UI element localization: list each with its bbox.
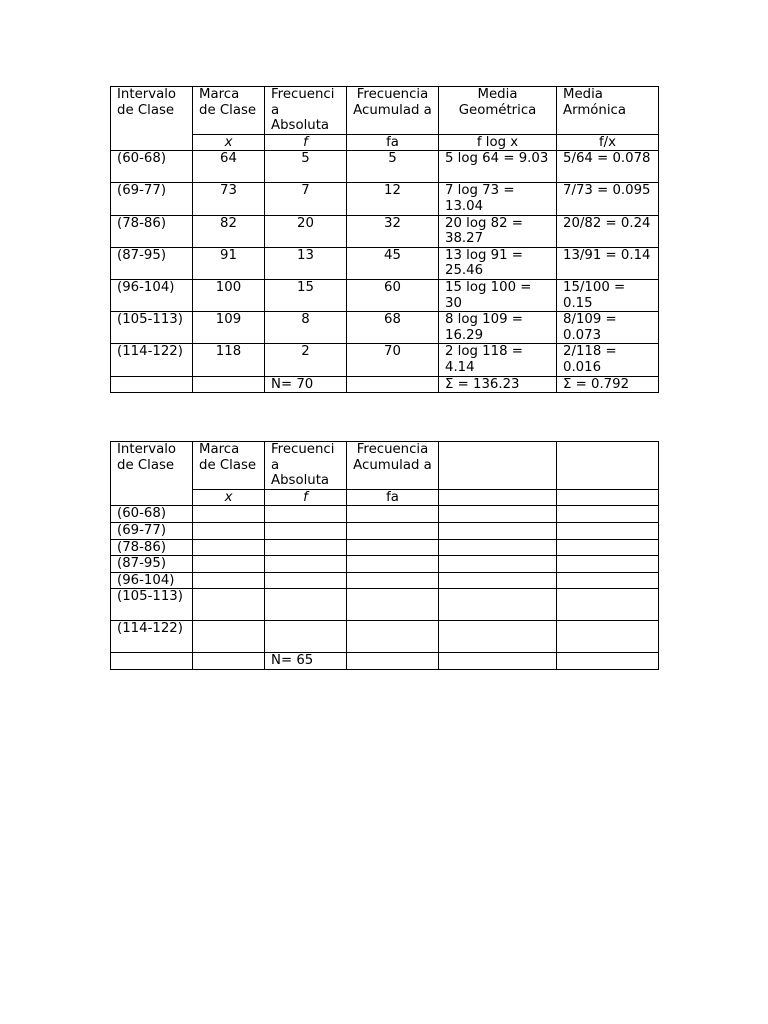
subheader-frecuencia-absoluta: f	[265, 134, 347, 151]
cell-intervalo: (114-122)	[111, 621, 193, 653]
cell-marca: 64	[193, 151, 265, 183]
table-row	[111, 279, 659, 311]
cell-media-armonica: 13/91 = 0.14	[557, 247, 659, 279]
cell-empty	[347, 376, 439, 393]
cell-frecuencia-acumulada: 70	[347, 344, 439, 376]
table-row	[111, 572, 659, 589]
cell-frecuencia: 5	[265, 151, 347, 183]
cell-frecuencia: 15	[265, 279, 347, 311]
cell-intervalo: (96-104)	[111, 572, 193, 589]
cell-empty	[265, 621, 347, 653]
cell-empty	[193, 376, 265, 393]
cell-marca: 73	[193, 183, 265, 215]
cell-empty	[193, 572, 265, 589]
cell-intervalo: (87-95)	[111, 247, 193, 279]
cell-frecuencia: 2	[265, 344, 347, 376]
cell-empty	[439, 653, 557, 670]
header-marca: Marca de Clase	[193, 442, 265, 490]
cell-intervalo: (96-104)	[111, 279, 193, 311]
cell-frecuencia-acumulada: 32	[347, 215, 439, 247]
subheader-row	[111, 134, 659, 151]
frequency-table-blank	[110, 441, 659, 670]
total-media-geometrica: Σ = 136.23	[439, 376, 557, 393]
table-row	[111, 312, 659, 344]
cell-marca: 100	[193, 279, 265, 311]
cell-intervalo: (69-77)	[111, 183, 193, 215]
cell-empty	[439, 556, 557, 573]
header-intervalo: Intervalo de Clase	[111, 87, 193, 151]
cell-media-geometrica: 5 log 64 = 9.03	[439, 151, 557, 183]
header-media-armonica: Media Armónica	[557, 87, 659, 135]
cell-media-armonica: 8/109 = 0.073	[557, 312, 659, 344]
cell-empty	[439, 572, 557, 589]
cell-intervalo: (69-77)	[111, 522, 193, 539]
header-row	[111, 442, 659, 490]
cell-intervalo: (60-68)	[111, 506, 193, 523]
cell-media-geometrica: 7 log 73 = 13.04	[439, 183, 557, 215]
total-n: N= 70	[265, 376, 347, 393]
cell-intervalo: (105-113)	[111, 589, 193, 621]
cell-frecuencia-acumulada: 68	[347, 312, 439, 344]
table-row	[111, 183, 659, 215]
cell-media-geometrica: 2 log 118 = 4.14	[439, 344, 557, 376]
cell-empty	[265, 506, 347, 523]
cell-frecuencia-acumulada: 12	[347, 183, 439, 215]
cell-marca: 118	[193, 344, 265, 376]
cell-empty	[193, 621, 265, 653]
cell-empty	[347, 522, 439, 539]
cell-empty	[557, 539, 659, 556]
cell-marca: 82	[193, 215, 265, 247]
cell-media-geometrica: 20 log 82 = 38.27	[439, 215, 557, 247]
total-n: N= 65	[265, 653, 347, 670]
cell-empty	[265, 539, 347, 556]
cell-empty	[347, 621, 439, 653]
table-row	[111, 522, 659, 539]
cell-empty	[347, 556, 439, 573]
cell-media-armonica: 20/82 = 0.24	[557, 215, 659, 247]
cell-frecuencia: 8	[265, 312, 347, 344]
cell-empty	[439, 506, 557, 523]
table-row	[111, 151, 659, 183]
cell-empty	[111, 376, 193, 393]
header-media-geometrica: Media Geométrica	[439, 87, 557, 135]
cell-empty	[347, 653, 439, 670]
cell-empty	[439, 539, 557, 556]
cell-media-armonica: 7/73 = 0.095	[557, 183, 659, 215]
cell-empty	[557, 522, 659, 539]
cell-frecuencia: 13	[265, 247, 347, 279]
cell-frecuencia: 20	[265, 215, 347, 247]
cell-empty	[347, 572, 439, 589]
subheader-empty	[439, 489, 557, 506]
table-row	[111, 556, 659, 573]
header-empty	[557, 442, 659, 490]
cell-empty	[439, 589, 557, 621]
cell-empty	[193, 522, 265, 539]
cell-intervalo: (105-113)	[111, 312, 193, 344]
cell-marca: 91	[193, 247, 265, 279]
cell-empty	[193, 506, 265, 523]
table-row	[111, 589, 659, 621]
cell-empty	[439, 621, 557, 653]
cell-frecuencia-acumulada: 60	[347, 279, 439, 311]
cell-intervalo: (114-122)	[111, 344, 193, 376]
cell-empty	[265, 556, 347, 573]
totals-row	[111, 653, 659, 670]
cell-intervalo: (87-95)	[111, 556, 193, 573]
cell-empty	[557, 621, 659, 653]
subheader-frecuencia-acumulada: fa	[347, 134, 439, 151]
header-row	[111, 87, 659, 135]
cell-media-geometrica: 13 log 91 = 25.46	[439, 247, 557, 279]
cell-empty	[557, 653, 659, 670]
cell-media-armonica: 2/118 = 0.016	[557, 344, 659, 376]
cell-empty	[265, 522, 347, 539]
cell-intervalo: (78-86)	[111, 215, 193, 247]
cell-empty	[265, 572, 347, 589]
table-row	[111, 344, 659, 376]
table-row	[111, 539, 659, 556]
cell-frecuencia-acumulada: 45	[347, 247, 439, 279]
cell-empty	[557, 572, 659, 589]
cell-intervalo: (78-86)	[111, 539, 193, 556]
cell-empty	[347, 539, 439, 556]
total-media-armonica: Σ = 0.792	[557, 376, 659, 393]
cell-frecuencia-acumulada: 5	[347, 151, 439, 183]
cell-intervalo: (60-68)	[111, 151, 193, 183]
totals-row	[111, 376, 659, 393]
header-intervalo: Intervalo de Clase	[111, 442, 193, 506]
subheader-frecuencia-acumulada: fa	[347, 489, 439, 506]
cell-empty	[265, 589, 347, 621]
header-empty	[439, 442, 557, 490]
frequency-table-complete	[110, 86, 659, 393]
header-frecuencia-absoluta: Frecuenci a Absoluta	[265, 442, 347, 490]
subheader-row	[111, 489, 659, 506]
header-frecuencia-acumulada: Frecuencia Acumulad a	[347, 442, 439, 490]
cell-media-armonica: 15/100 = 0.15	[557, 279, 659, 311]
subheader-media-geometrica: f log x	[439, 134, 557, 151]
cell-media-geometrica: 8 log 109 = 16.29	[439, 312, 557, 344]
cell-empty	[557, 556, 659, 573]
cell-media-geometrica: 15 log 100 = 30	[439, 279, 557, 311]
table-row	[111, 621, 659, 653]
cell-empty	[193, 653, 265, 670]
table-row	[111, 215, 659, 247]
cell-empty	[347, 589, 439, 621]
table-row	[111, 247, 659, 279]
subheader-frecuencia-absoluta: f	[265, 489, 347, 506]
subheader-media-armonica: f/x	[557, 134, 659, 151]
cell-empty	[557, 589, 659, 621]
cell-marca: 109	[193, 312, 265, 344]
cell-empty	[193, 589, 265, 621]
cell-empty	[111, 653, 193, 670]
cell-empty	[193, 556, 265, 573]
cell-empty	[439, 522, 557, 539]
cell-empty	[193, 539, 265, 556]
header-frecuencia-acumulada: Frecuencia Acumulad a	[347, 87, 439, 135]
cell-media-armonica: 5/64 = 0.078	[557, 151, 659, 183]
cell-empty	[557, 506, 659, 523]
cell-frecuencia: 7	[265, 183, 347, 215]
subheader-marca: x	[193, 489, 265, 506]
subheader-marca: x	[193, 134, 265, 151]
header-marca: Marca de Clase	[193, 87, 265, 135]
table-row	[111, 506, 659, 523]
subheader-empty	[557, 489, 659, 506]
cell-empty	[347, 506, 439, 523]
header-frecuencia-absoluta: Frecuenci a Absoluta	[265, 87, 347, 135]
